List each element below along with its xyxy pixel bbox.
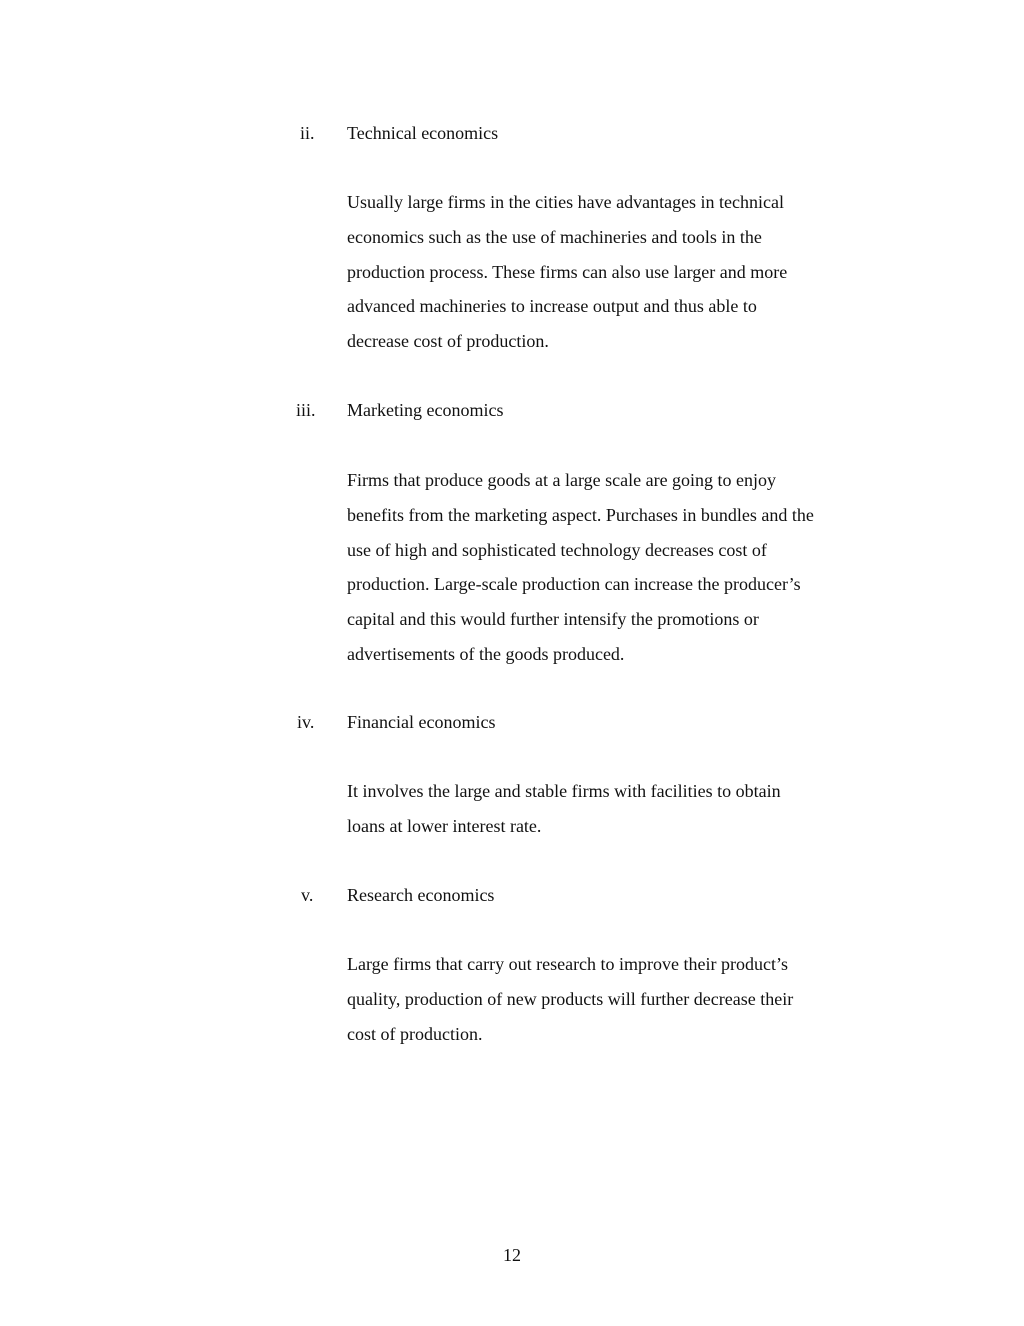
section-heading: Financial economics — [347, 712, 496, 732]
paragraph-line: Usually large firms in the cities have advantages in technical — [347, 192, 785, 212]
paragraph-line: economics such as the use of machineries and tools in the — [347, 226, 762, 247]
paragraph-line: decrease cost of production. — [347, 331, 549, 352]
paragraph-line: advertisements of the goods produced. — [347, 643, 625, 664]
paragraph-line: cost of production. — [347, 1023, 483, 1044]
section-paragraph — [347, 470, 887, 679]
paragraph-line: It involves the large and stable firms with facilities to obtain — [347, 781, 781, 801]
paragraph-line: production process. These firms can also use larger and more — [347, 261, 788, 282]
section-paragraph — [347, 192, 887, 366]
section-heading: Research economics — [347, 885, 495, 905]
section-paragraph — [347, 954, 887, 1058]
section-paragraph — [347, 781, 887, 851]
paragraph-line: benefits from the marketing aspect. Purchases in bundles and the — [347, 504, 814, 525]
paragraph-line: use of high and sophisticated technology decreases cost of — [347, 539, 767, 560]
section-heading: Marketing economics — [347, 400, 504, 420]
paragraph-line: advanced machineries to increase output and thus able to — [347, 296, 757, 317]
section-numeral: v. — [301, 885, 314, 905]
section-numeral: iii. — [296, 400, 316, 420]
paragraph-line: production. Large-scale production can increase the producer’s — [347, 574, 801, 595]
page-number: 12 — [503, 1245, 521, 1265]
paragraph-line: loans at lower interest rate. — [347, 815, 542, 836]
section-numeral: iv. — [297, 712, 315, 732]
paragraph-line: Firms that produce goods at a large scale are going to enjoy — [347, 470, 777, 490]
paragraph-line: quality, production of new products will further decrease their — [347, 988, 794, 1009]
section-heading: Technical economics — [347, 123, 499, 143]
paragraph-line: capital and this would further intensify the promotions or — [347, 609, 759, 630]
paragraph-line: Large firms that carry out research to improve their product’s — [347, 954, 789, 974]
section-numeral: ii. — [300, 123, 315, 143]
